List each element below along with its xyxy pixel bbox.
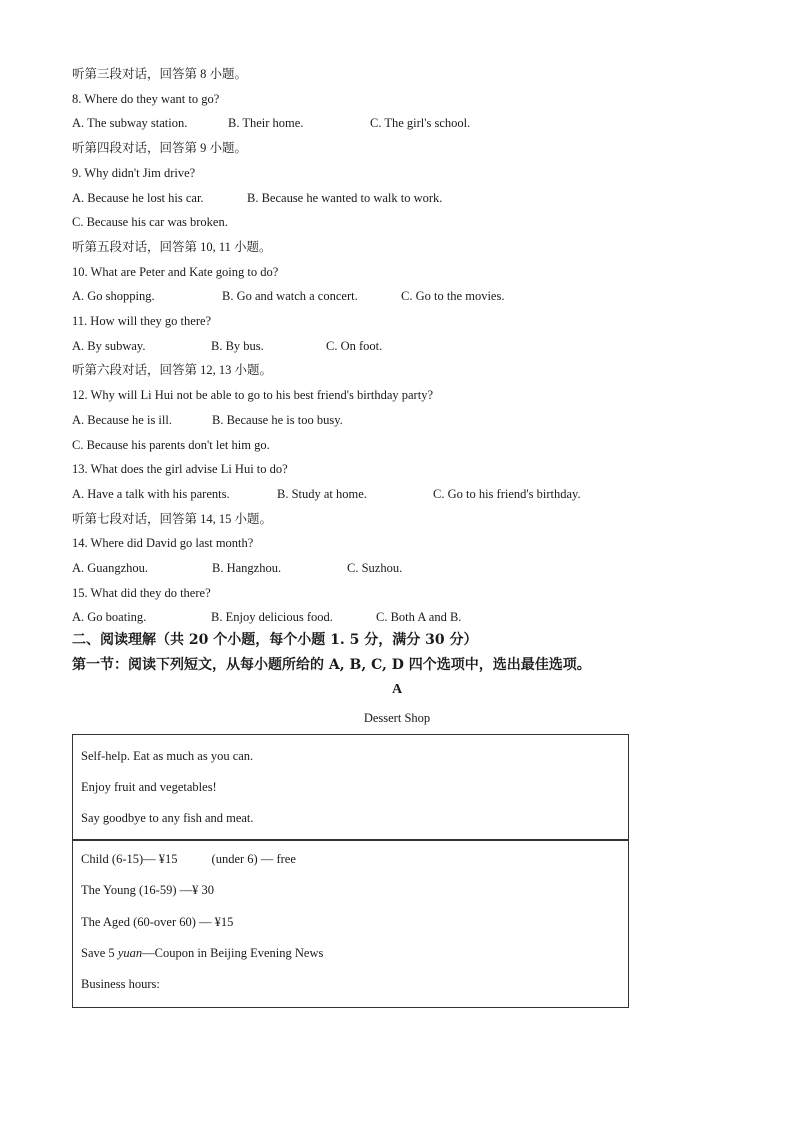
option-a: A. Have a talk with his parents. <box>72 486 230 501</box>
price-line-aged: The Aged (60-over 60) — ¥15 <box>81 915 234 929</box>
child-price: Child (6-15)— ¥15 <box>81 852 178 866</box>
coupon-line: Save 5 yuan—Coupon in Beijing Evening News <box>81 946 324 960</box>
option-b: B. Study at home. <box>277 486 367 501</box>
price-line-child <box>81 852 296 867</box>
section-instruction: 听第七段对话，回答第 14, 15 小题。 <box>72 511 273 526</box>
question-text: C. Because his parents don't let him go. <box>72 437 270 452</box>
options-row <box>72 338 722 354</box>
option-b: B. By bus. <box>211 338 264 353</box>
option-c: C. The girl's school. <box>370 116 471 131</box>
options-row <box>72 288 722 304</box>
section-instruction: 听第四段对话，回答第 9 小题。 <box>72 141 248 156</box>
options-row <box>72 190 722 206</box>
section-instruction: 听第三段对话，回答第 8 小题。 <box>72 67 248 81</box>
option-b: B. Hangzhou. <box>212 561 282 575</box>
question-text: 15. What did they do there? <box>72 585 211 600</box>
options-row <box>72 412 722 428</box>
option-a: A. Go boating. <box>72 610 147 625</box>
section-instruction: 听第五段对话，回答第 10, 11 小题。 <box>72 239 272 254</box>
price-line-young: The Young (16-59) —¥ 30 <box>81 883 214 897</box>
option-a: A. Go shopping. <box>72 289 155 304</box>
passage-title: Dessert Shop <box>363 711 431 725</box>
options-row <box>72 486 722 502</box>
option-b: B. Go and watch a concert. <box>222 289 358 304</box>
subsection-title: 第一节：阅读下列短文，从每小题所给的 A, B, C, D 四个选项中，选出最佳选项。 <box>72 657 591 673</box>
option-a: A. By subway. <box>72 338 146 353</box>
question-text: 13. What does the girl advise Li Hui to do? <box>72 462 288 477</box>
option-a: A. Because he is ill. <box>72 412 172 427</box>
box-line: Enjoy fruit and vegetables! <box>81 780 217 794</box>
option-c: C. Go to his friend's birthday. <box>433 486 581 501</box>
options-row <box>72 609 722 625</box>
menu-box-prices <box>72 839 629 1008</box>
option-b: B. Because he wanted to walk to work. <box>247 190 443 205</box>
option-c: C. On foot. <box>326 338 383 353</box>
business-hours: Business hours: <box>81 977 160 991</box>
section-title: 二、阅读理解（共 20 个小题，每个小题 1. 5 分，满分 30 分） <box>72 632 478 648</box>
passage-letter: A <box>391 682 403 697</box>
options-row <box>72 115 722 131</box>
box-line: Say goodbye to any fish and meat. <box>81 811 254 825</box>
question-text: 9. Why didn't Jim drive? <box>72 165 196 180</box>
option-c: C. Go to the movies. <box>401 289 505 304</box>
question-text: C. Because his car was broken. <box>72 215 228 230</box>
option-b: B. Because he is too busy. <box>212 412 343 427</box>
question-text: 12. Why will Li Hui not be able to go to his best friend's birthday party? <box>72 388 433 403</box>
option-c: C. Both A and B. <box>376 610 462 625</box>
option-a: A. Guangzhou. <box>72 561 149 575</box>
option-a: A. Because he lost his car. <box>72 190 204 205</box>
question-text: 14. Where did David go last month? <box>72 536 254 551</box>
option-b: B. Enjoy delicious food. <box>211 610 333 625</box>
menu-box-intro <box>72 734 629 841</box>
option-b: B. Their home. <box>228 116 304 131</box>
question-text: 8. Where do they want to go? <box>72 91 220 106</box>
option-c: C. Suzhou. <box>347 561 403 575</box>
box-line: Self-help. Eat as much as you can. <box>81 749 254 763</box>
option-a: A. The subway station. <box>72 116 188 131</box>
child-free: (under 6) — free <box>211 852 296 866</box>
question-text: 10. What are Peter and Kate going to do? <box>72 264 279 279</box>
question-text: 11. How will they go there? <box>72 314 212 328</box>
section-instruction: 听第六段对话，回答第 12, 13 小题。 <box>72 363 273 378</box>
options-row <box>72 560 722 576</box>
